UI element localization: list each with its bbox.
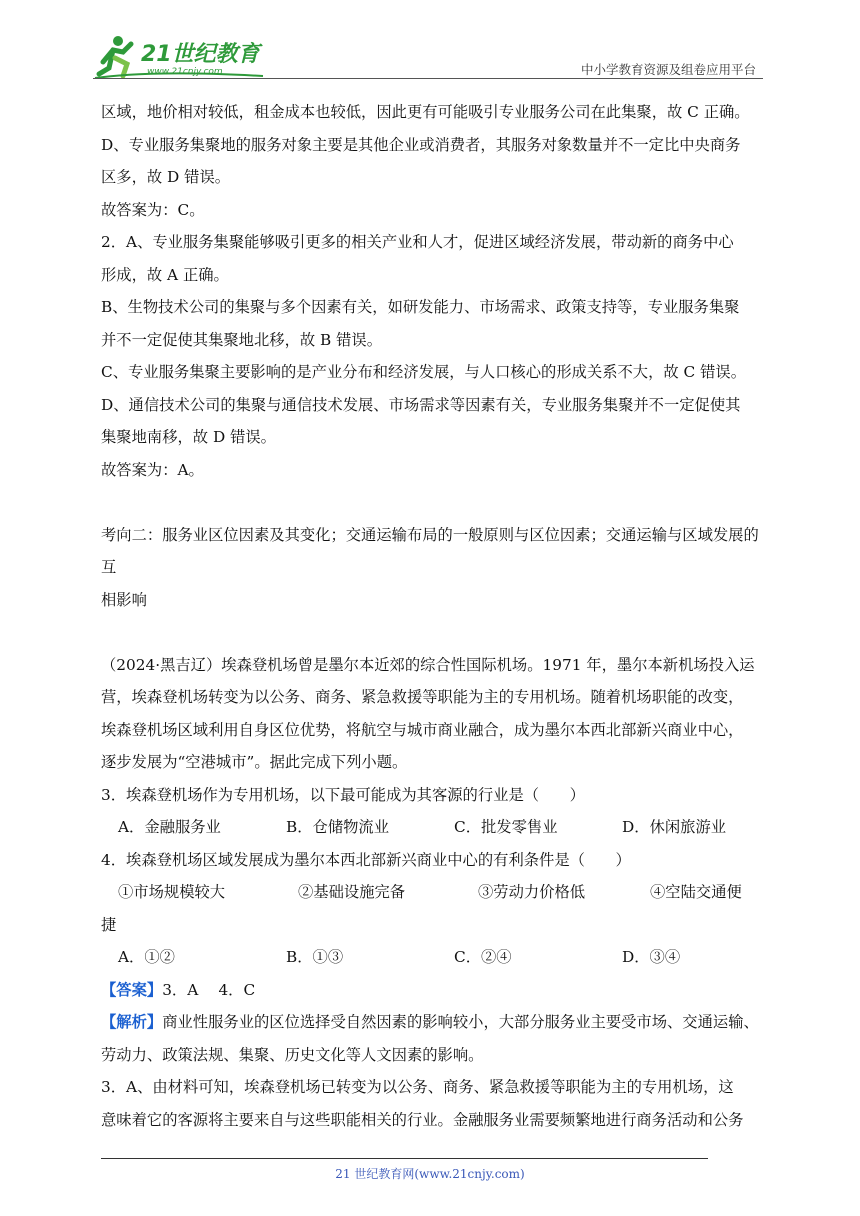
option-b: B．①③	[286, 948, 344, 966]
analysis-line: 劳动力、政策法规、集聚、历史文化等人文因素的影响。	[101, 1045, 484, 1064]
analysis-line	[101, 1006, 761, 1039]
text-line: 意味着它的客源将主要来自与这些职能相关的行业。金融服务业需要频繁地进行商务活动和公务	[101, 1110, 744, 1129]
text-line: 集聚地南移，故 D 错误。	[101, 428, 276, 446]
passage-line: 逐步发展为“空港城市”。据此完成下列小题。	[101, 753, 408, 771]
passage-line: （2024·黑吉辽）埃森登机场曾是墨尔本近郊的综合性国际机场。1971 年，墨尔本新机场投入运	[101, 655, 755, 674]
condition-4: ④空陆交通便	[650, 883, 742, 901]
header-divider	[93, 78, 763, 79]
text-line: D、通信技术公司的集聚与通信技术发展、市场需求等因素有关，专业服务集聚并不一定促使其	[101, 395, 741, 414]
spacer	[101, 616, 761, 649]
question-3-options	[101, 811, 761, 844]
text-line: 故答案为：C。	[101, 200, 205, 219]
topic-heading: 相影响	[101, 590, 147, 609]
text-line: 2．A、专业服务集聚能够吸引更多的相关产业和人才，促进区域经济发展，带动新的商务中心	[101, 233, 734, 251]
text-line: 区域，地价相对较低，租金成本也较低，因此更有可能吸引专业服务公司在此集聚，故 C 正确。	[101, 103, 750, 121]
document-body	[101, 96, 761, 1136]
text-line: B、生物技术公司的集聚与多个因素有关，如研发能力、市场需求、政策支持等，专业服务集聚	[101, 298, 740, 316]
option-d: D．休闲旅游业	[622, 818, 727, 836]
logo-runner-icon	[93, 34, 268, 80]
answer-text: 3．A 4．C	[162, 980, 256, 999]
answer-line	[101, 974, 761, 1007]
site-logo	[93, 34, 268, 80]
condition-3: ③劳动力价格低	[478, 883, 586, 901]
question-4-options	[101, 941, 761, 974]
option-a: A．①②	[118, 948, 175, 966]
analysis-tag: 【解析】	[101, 1013, 163, 1031]
condition-wrap: 捷	[101, 915, 117, 934]
passage-line: 埃森登机场区域利用自身区位优势，将航空与城市商业融合，成为墨尔本西北部新兴商业中心，	[101, 720, 744, 739]
question-4-conditions	[101, 876, 761, 909]
condition-1: ①市场规模较大	[118, 883, 226, 901]
option-a: A．金融服务业	[118, 818, 221, 836]
text-line: 区多，故 D 错误。	[101, 168, 231, 186]
svg-text:www.21cnjy.com: www.21cnjy.com	[147, 67, 223, 77]
question-4-stem: 4．埃森登机场区域发展成为墨尔本西北部新兴商业中心的有利条件是（ ）	[101, 850, 631, 869]
passage-line: 营，埃森登机场转变为以公务、商务、紧急救援等职能为主的专用机场。随着机场职能的改变，	[101, 688, 744, 706]
text-line: C、专业服务集聚主要影响的是产业分布和经济发展，与人口核心的形成关系不大，故 C 错误。	[101, 363, 747, 381]
text-line: D、专业服务集聚地的服务对象主要是其他企业或消费者，其服务对象数量并不一定比中央商务	[101, 135, 741, 154]
text-line: 并不一定促使其集聚地北移，故 B 错误。	[101, 330, 383, 349]
text-line: 形成，故 A 正确。	[101, 265, 229, 284]
spacer	[101, 486, 761, 519]
topic-heading: 考向二：服务业区位因素及其变化；交通运输布局的一般原则与区位因素；交通运输与区域发展的互	[101, 525, 759, 576]
option-d: D．③④	[622, 948, 681, 966]
option-c: C．②④	[454, 948, 512, 966]
condition-2: ②基础设施完备	[298, 883, 406, 901]
option-b: B．仓储物流业	[286, 818, 390, 836]
svg-text:21世纪教育: 21世纪教育	[141, 42, 260, 67]
text-line: 故答案为：A。	[101, 460, 204, 479]
question-3-stem: 3．埃森登机场作为专用机场，以下最可能成为其客源的行业是（ ）	[101, 785, 585, 804]
analysis-text: 商业性服务业的区位选择受自然因素的影响较小，大部分服务业主要受市场、交通运输、	[162, 1013, 759, 1031]
header-tagline: 中小学教育资源及组卷应用平台	[580, 62, 756, 77]
text-line: 3．A、由材料可知，埃森登机场已转变为以公务、商务、紧急救援等职能为主的专用机场，这	[101, 1078, 734, 1096]
answer-tag: 【答案】	[101, 980, 163, 999]
footer-text: 21 世纪教育网(www.21cnjy.com)	[335, 1167, 525, 1181]
footer-divider	[101, 1158, 708, 1159]
option-c: C．批发零售业	[454, 818, 558, 836]
